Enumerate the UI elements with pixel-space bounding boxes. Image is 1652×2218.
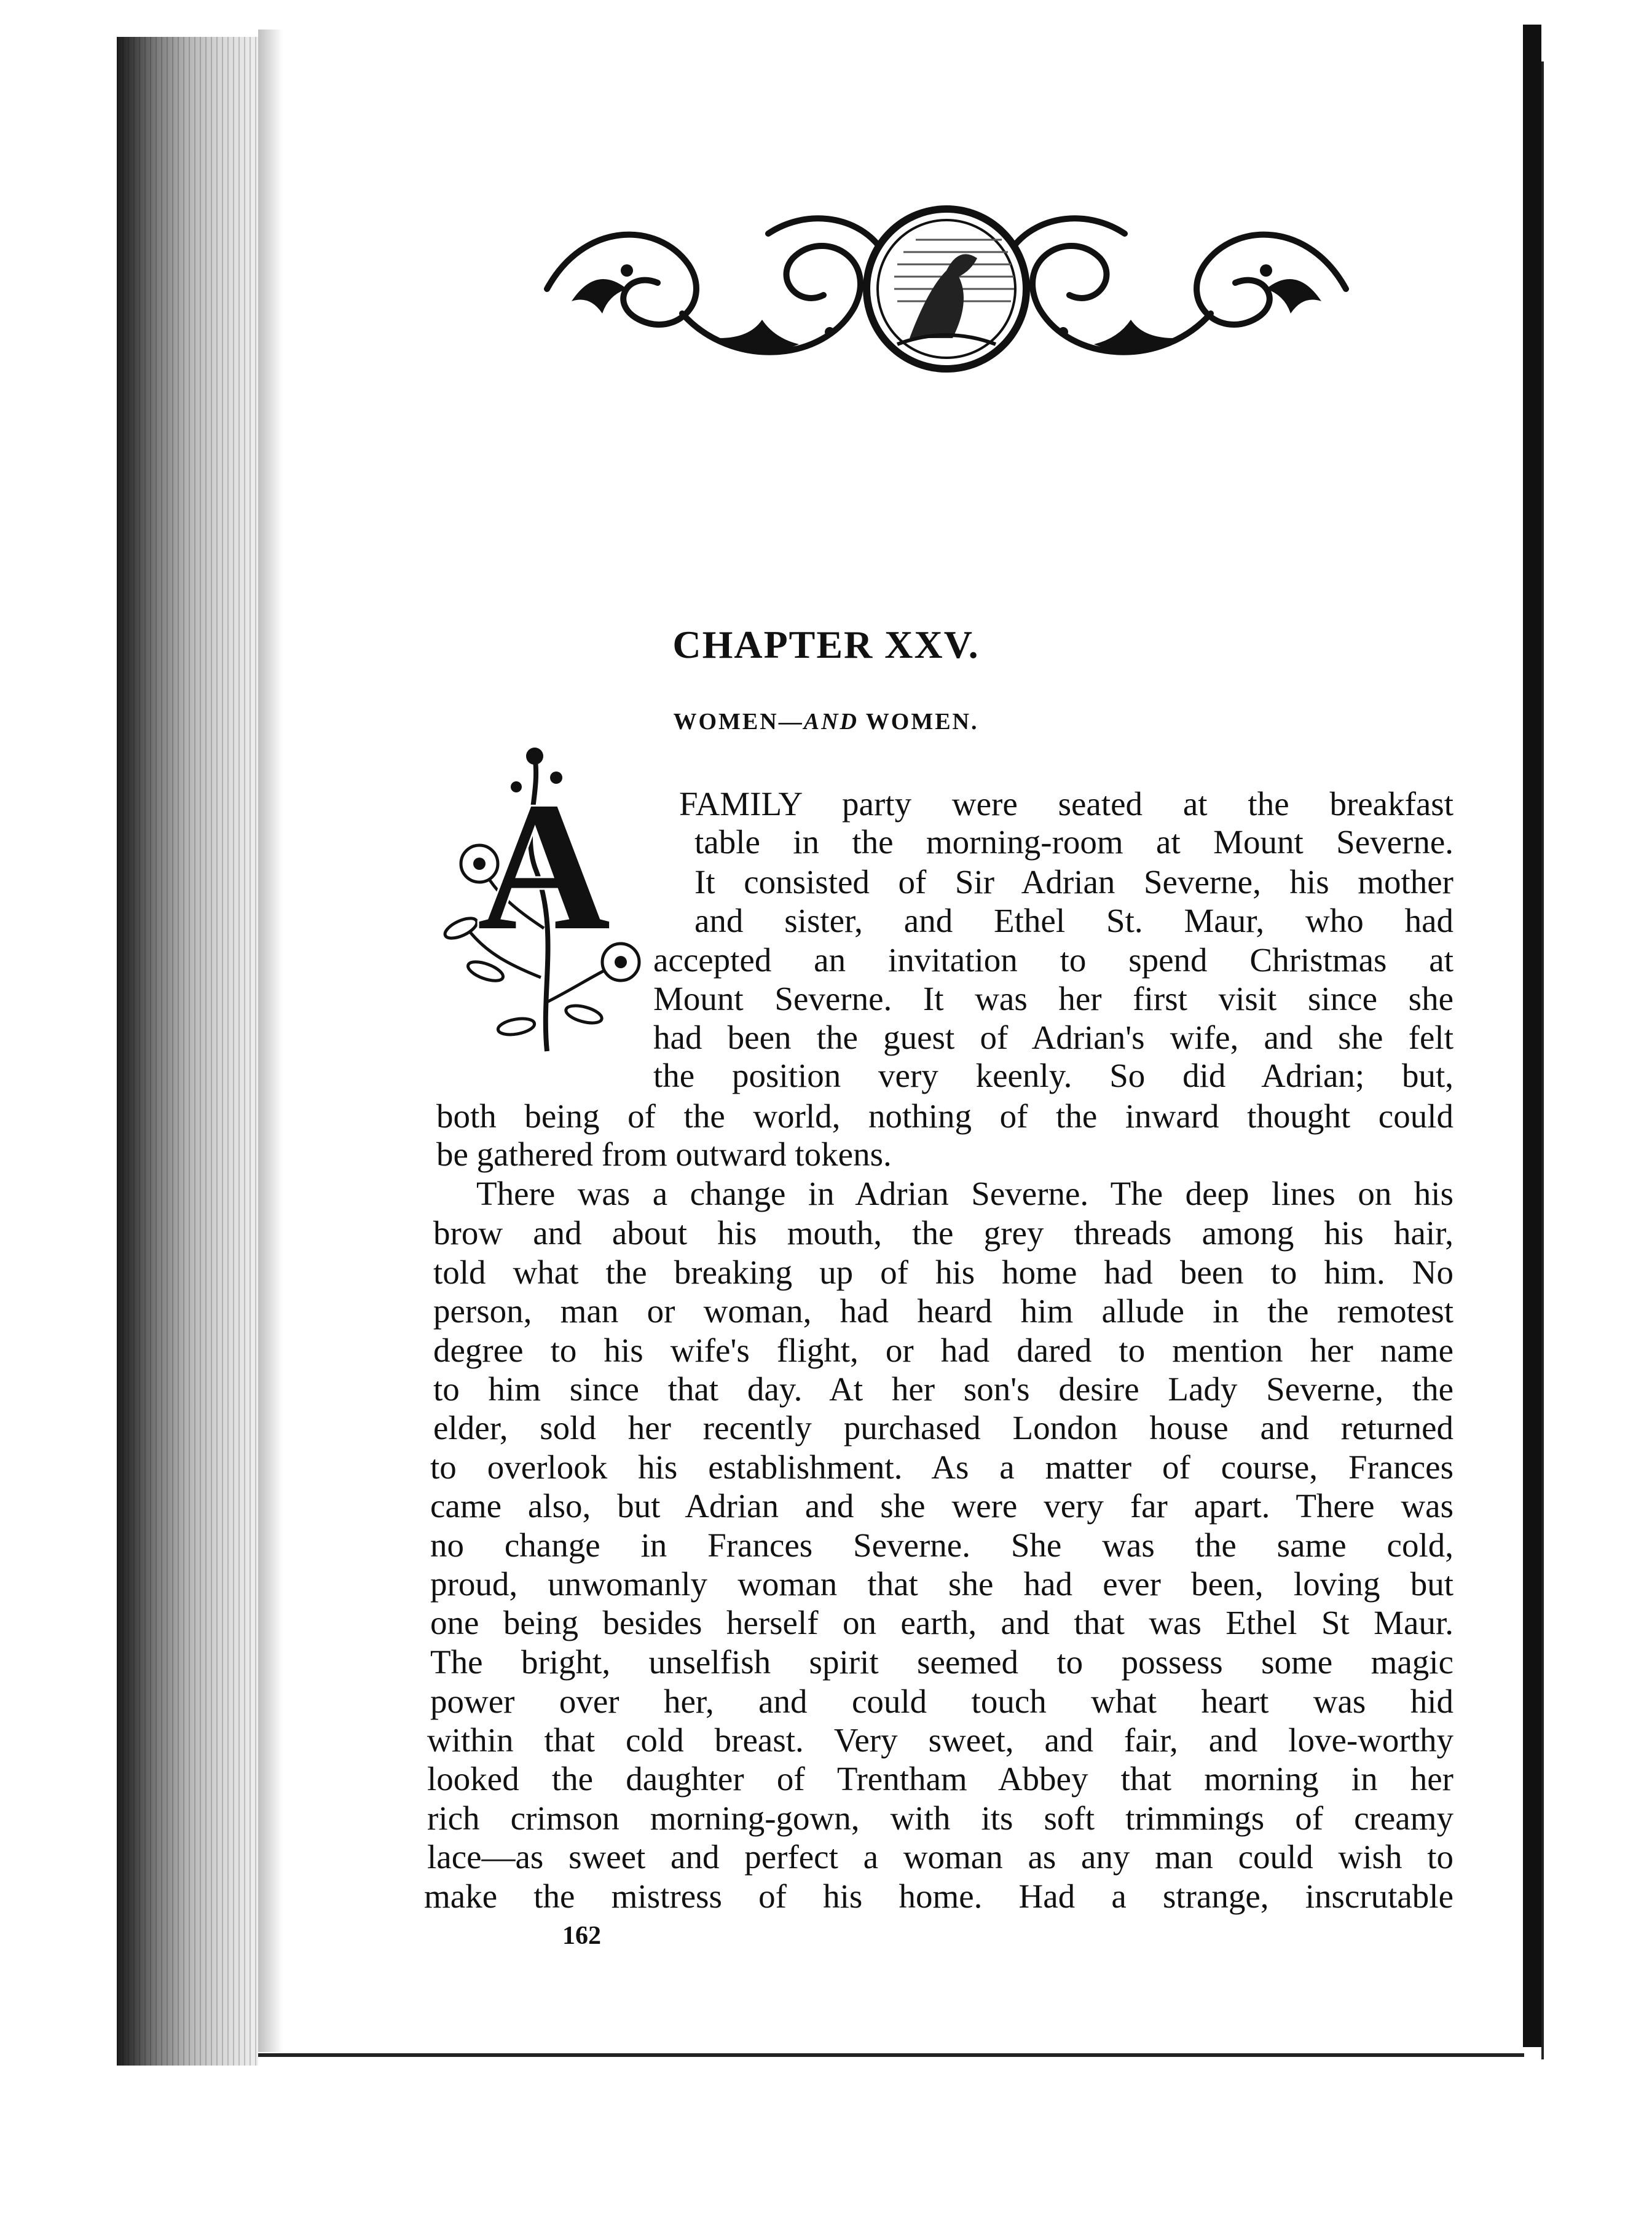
chapter-title	[0, 622, 1652, 668]
scan-margin-left	[0, 0, 117, 2218]
text-line: table in the morning-room at Mount Severne.	[694, 823, 1453, 861]
text-line: looked the daughter of Trentham Abbey that morning in her	[427, 1760, 1453, 1798]
text-line: elder, sold her recently purchased London house and returned	[433, 1409, 1453, 1446]
text-line: came also, but Adrian and she were very far apart. There was	[430, 1487, 1453, 1525]
text-line: had been the guest of Adrian's wife, and she felt	[653, 1019, 1453, 1056]
text-line: within that cold breast. Very sweet, and fair, and love-worthy	[427, 1721, 1453, 1759]
text-line: and sister, and Ethel St. Maur, who had	[694, 902, 1453, 939]
text-line: degree to his wife's flight, or had dared to mention her name	[433, 1332, 1453, 1369]
text-line: be gathered from outward tokens.	[436, 1135, 892, 1173]
ornamental-headpiece	[535, 184, 1358, 393]
text-line: to him since that day. At her son's desire Lady Severne, the	[433, 1370, 1453, 1408]
text-line: no change in Frances Severne. She was the same cold,	[430, 1526, 1453, 1564]
text-line: Mount Severne. It was her first visit since she	[653, 980, 1453, 1017]
text-line: It consisted of Sir Adrian Severne, his mother	[694, 863, 1453, 901]
text-line: make the mistress of his home. Had a strange, inscrutable	[424, 1877, 1453, 1915]
text-line: power over her, and could touch what heart was hid	[430, 1683, 1453, 1720]
text-line: the position very keenly. So did Adrian; but,	[653, 1057, 1453, 1094]
facing-page	[1541, 61, 1652, 2059]
text-line: rich crimson morning-gown, with its soft trimmings of creamy	[427, 1799, 1453, 1837]
subtitle-part-1: WOMEN—	[673, 709, 804, 735]
text-line: FAMILY party were seated at the breakfast	[679, 785, 1453, 823]
text-line: lace—as sweet and perfect a woman as any man could wish to	[427, 1838, 1453, 1876]
text-line: to overlook his establishment. As a matter of course, Frances	[430, 1448, 1453, 1486]
subtitle-part-3: WOMEN.	[858, 709, 979, 735]
text-line: one being besides herself on earth, and that was Ethel St Maur.	[430, 1604, 1453, 1641]
text-line: The bright, unselfish spirit seemed to possess some magic	[430, 1643, 1453, 1681]
page-edge-lines	[117, 37, 258, 2066]
text-line: person, man or woman, had heard him allude in the remotest	[433, 1292, 1453, 1330]
chapter-subtitle	[0, 708, 1652, 735]
chapter-title-text: CHAPTER XXV.	[672, 623, 980, 666]
drop-cap-letter: A	[477, 764, 611, 968]
text-line: told what the breaking up of his home had been to him. No	[433, 1253, 1453, 1291]
subtitle-part-2: AND	[803, 709, 859, 735]
binding-shadow	[1523, 25, 1541, 2047]
gutter-shadow	[258, 30, 283, 2052]
text-line: brow and about his mouth, the grey threads among his hair,	[433, 1214, 1453, 1252]
text-line: both being of the world, nothing of the inward thought could	[436, 1097, 1453, 1135]
text-line: proud, unwomanly woman that she had ever been, loving but	[430, 1565, 1453, 1603]
text-line: accepted an invitation to spend Christmas at	[653, 941, 1453, 979]
text-line: There was a change in Adrian Severne. The deep lines on his	[476, 1175, 1453, 1212]
floral-drop-cap	[442, 744, 664, 1064]
page-number: 162	[562, 1922, 601, 1950]
page-bottom-edge	[258, 2053, 1524, 2057]
